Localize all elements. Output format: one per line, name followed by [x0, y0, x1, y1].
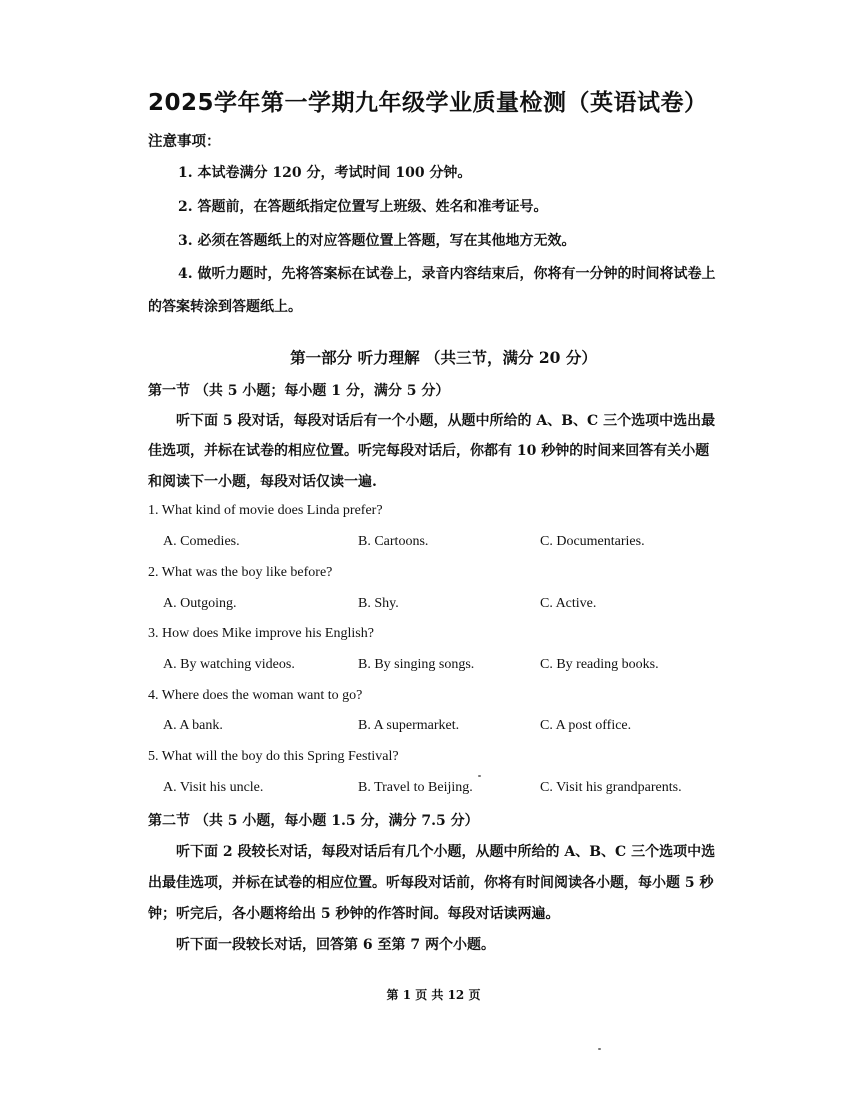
section2-instruction-line-1: 听下面 2 段较长对话，每段对话后有几个小题，从题中所给的 A、B、C 三个选项中选: [176, 844, 716, 860]
page-footer: 第 1 页 共 12 页: [386, 988, 481, 1002]
question-2-option-a: A. Outgoing.: [163, 596, 237, 611]
question-4-stem: 4. Where does the woman want to go?: [148, 688, 363, 703]
question-5-stem: 5. What will the boy do this Spring Festival?: [148, 749, 399, 764]
question-5-option-a: A. Visit his uncle.: [163, 780, 264, 795]
question-1-option-c: C. Documentaries.: [540, 534, 645, 549]
section1-instruction-line-3: 和阅读下一小题，每段对话仅读一遍.: [148, 474, 377, 490]
notice-item-3: 3. 必须在答题纸上的对应答题位置上答题，写在其他地方无效。: [178, 233, 576, 249]
question-4-option-b: B. A supermarket.: [358, 718, 460, 733]
question-3-option-b: B. By singing songs.: [358, 657, 475, 672]
question-2-stem: 2. What was the boy like before?: [148, 565, 333, 580]
question-2-option-c: C. Active.: [540, 596, 597, 611]
exam-title: 2025学年第一学期九年级学业质量检测（英语试卷）: [148, 90, 708, 116]
question-1-option-b: B. Cartoons.: [358, 534, 429, 549]
question-5-option-b: B. Travel to Beijing.: [358, 780, 473, 795]
notice-item-4: 4. 做听力题时，先将答案标在试卷上，录音内容结束后，你将有一分钟的时间将试卷上: [178, 266, 716, 282]
notice-item-1: 1. 本试卷满分 120 分，考试时间 100 分钟。: [178, 165, 472, 181]
section2-instruction-line-3: 钟；听完后，各小题将给出 5 秒钟的作答时间。每段对话读两遍。: [148, 906, 560, 922]
question-5-option-c: C. Visit his grandparents.: [540, 780, 682, 795]
section2-lead: 听下面一段较长对话，回答第 6 至第 7 两个小题。: [176, 937, 495, 953]
question-3-option-c: C. By reading books.: [540, 657, 659, 672]
question-3-stem: 3. How does Mike improve his English?: [148, 626, 374, 641]
part1-heading: 第一部分 听力理解 （共三节，满分 20 分）: [290, 348, 597, 367]
section1-instruction-line-1: 听下面 5 段对话，每段对话后有一个小题，从题中所给的 A、B、C 三个选项中选出最: [176, 413, 716, 429]
notice-item-4-continuation: 的答案转涂到答题纸上。: [148, 299, 302, 315]
section1-instruction-line-2: 佳选项，并标在试卷的相应位置。听完每段对话后，你都有 10 秒钟的时间来回答有关小题: [148, 443, 710, 459]
section2-instruction-line-2: 出最佳选项，并标在试卷的相应位置。听每段对话前，你将有时间阅读各小题，每小题 5 秒: [148, 875, 714, 891]
question-3-option-a: A. By watching videos.: [163, 657, 295, 672]
question-2-option-b: B. Shy.: [358, 596, 399, 611]
question-1-option-a: A. Comedies.: [163, 534, 240, 549]
question-4-option-c: C. A post office.: [540, 718, 632, 733]
question-1-stem: 1. What kind of movie does Linda prefer?: [148, 503, 383, 518]
section2-heading: 第二节 （共 5 小题，每小题 1.5 分，满分 7.5 分）: [148, 813, 479, 829]
question-4-option-a: A. A bank.: [163, 718, 223, 733]
scan-speck: [478, 775, 481, 777]
section1-heading: 第一节 （共 5 小题；每小题 1 分，满分 5 分）: [148, 383, 450, 399]
scan-speck: [598, 1048, 601, 1050]
notice-item-2: 2. 答题前，在答题纸指定位置写上班级、姓名和准考证号。: [178, 199, 548, 215]
notice-heading: 注意事项：: [148, 133, 221, 150]
